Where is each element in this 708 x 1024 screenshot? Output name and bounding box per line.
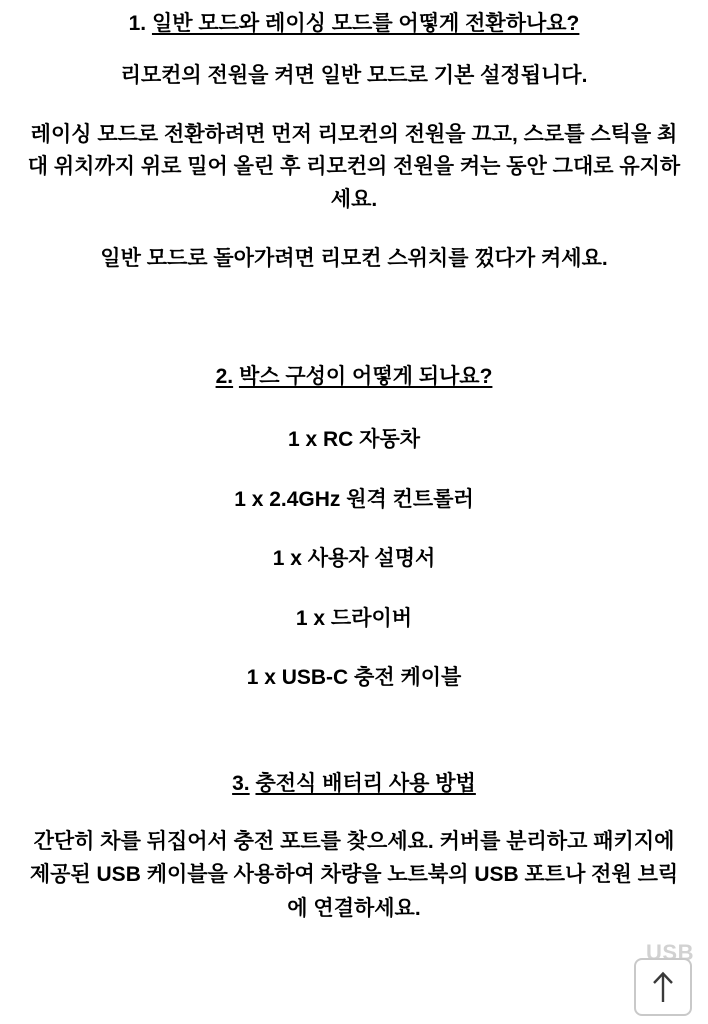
scroll-to-top-button[interactable] xyxy=(634,958,692,1016)
faq-section-mode-switch xyxy=(22,10,686,275)
question-heading-2 xyxy=(22,363,686,391)
list-item: 1 x 사용자 설명서 xyxy=(272,547,436,571)
question-heading-3 xyxy=(22,770,686,798)
section-spacer-2 xyxy=(22,722,686,770)
faq-section-box-contents xyxy=(22,363,686,692)
question-number-3: 3. xyxy=(232,772,250,796)
arrow-up-icon xyxy=(650,970,676,1004)
paragraph-1-1: 리모컨의 전원을 켜면 일반 모드로 기본 설정됩니다. xyxy=(120,64,588,88)
question-text-3: 충전식 배터리 사용 방법 xyxy=(255,772,476,796)
paragraph-1-3: 일반 모드로 돌아가려면 리모컨 스위치를 껐다가 켜세요. xyxy=(100,246,608,270)
question-number-2: 2. xyxy=(215,365,234,389)
list-item: 1 x 2.4GHz 원격 컨트롤러 xyxy=(234,487,474,511)
faq-section-battery-usage xyxy=(22,770,686,925)
paragraph-3-1: 간단히 차를 뒤집어서 충전 포트를 찾으세요. 커버를 분리하고 패키지에 제공된 USB 케이블을 사용하여 차량을 노트북의 USB 포트나 전원 브릭에 연결하세요. xyxy=(29,829,679,920)
watermark-text: USB xyxy=(646,940,694,965)
question-text-2: 박스 구성이 어떻게 되나요? xyxy=(238,365,493,389)
paragraph-1-2: 레이싱 모드로 전환하려면 먼저 리모컨의 전원을 끄고, 스로틀 스틱을 최대 위치까지 위로 밀어 올린 후 리모컨의 전원을 켜는 동안 그대로 유지하세요. xyxy=(27,122,681,211)
section-spacer-1 xyxy=(22,301,686,363)
question-heading-1 xyxy=(22,10,686,38)
question-number-1: 1. xyxy=(128,12,147,35)
list-item: 1 x USB-C 충전 케이블 xyxy=(246,665,462,689)
list-item: 1 x 드라이버 xyxy=(295,606,413,630)
question-text-1: 일반 모드와 레이싱 모드를 어떻게 전환하나요? xyxy=(151,12,580,35)
list-item: 1 x RC 자동차 xyxy=(287,428,421,452)
